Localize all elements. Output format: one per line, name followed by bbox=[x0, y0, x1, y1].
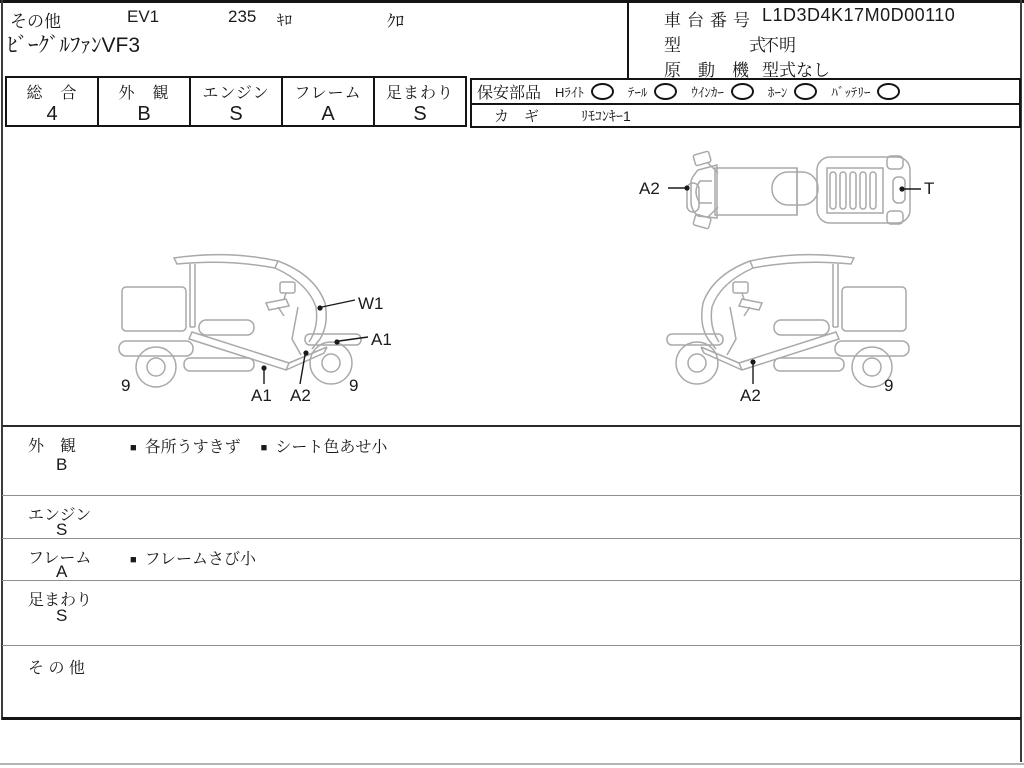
key-label: カ ギ bbox=[494, 108, 540, 125]
safety-item-tail: ﾃｰﾙ bbox=[627, 85, 648, 100]
front-fender-label: A1 bbox=[371, 330, 392, 349]
status-circle-battery bbox=[877, 83, 900, 100]
floor-dot bbox=[750, 359, 755, 364]
rating-cell-frame bbox=[281, 78, 373, 125]
rating-cell-exterior bbox=[97, 78, 189, 125]
color-value: ｸﾛ bbox=[387, 12, 404, 31]
condition-label: 外 観 bbox=[28, 438, 77, 455]
status-circle-horn bbox=[794, 83, 817, 100]
rating-table bbox=[5, 76, 467, 127]
safety-item-horn: ﾎｰﾝ bbox=[767, 85, 788, 100]
condition-label: フレーム bbox=[28, 550, 92, 567]
condition-label: 足まわり bbox=[28, 592, 93, 609]
square-bullet-icon: ■ bbox=[260, 442, 268, 454]
rear-label-dot bbox=[899, 186, 904, 191]
key-value: ﾘﾓｺﾝｷｰ1 bbox=[581, 107, 631, 124]
condition-grade: B bbox=[56, 455, 68, 474]
status-circle-winker bbox=[731, 83, 754, 100]
remark-text: フレームさび小 bbox=[144, 551, 257, 568]
safety-parts-title: 保安部品 bbox=[477, 85, 542, 102]
condition-label: エンジン bbox=[28, 507, 92, 524]
windshield-label: W1 bbox=[358, 294, 384, 313]
condition-row-exterior bbox=[2, 425, 1021, 495]
rating-grade: B bbox=[137, 103, 151, 125]
square-bullet-icon: ■ bbox=[130, 554, 137, 566]
rear-tire-grade: 9 bbox=[884, 376, 894, 395]
remark-item bbox=[130, 434, 241, 457]
left-side-view-diagram bbox=[640, 243, 920, 408]
rating-grade: S bbox=[229, 103, 243, 125]
condition-grade: S bbox=[56, 520, 68, 539]
rating-label: 総 合 bbox=[26, 85, 78, 102]
floor-label: A1 bbox=[251, 386, 272, 405]
top-view-rear-label: T bbox=[924, 179, 935, 198]
windshield-dot bbox=[317, 305, 322, 310]
condition-row-other bbox=[2, 645, 1021, 720]
rating-label: フレーム bbox=[294, 85, 362, 102]
top-border bbox=[0, 0, 1024, 3]
mileage-unit: ｷﾛ bbox=[277, 12, 293, 29]
top-view-vehicle-sketch bbox=[687, 151, 910, 229]
rating-label: 外 観 bbox=[118, 85, 170, 102]
front-label-dot bbox=[684, 185, 689, 190]
grade-code: EV1 bbox=[127, 7, 160, 26]
remark-text: 各所うすきず bbox=[144, 439, 241, 456]
chassis-label: 車台番号 bbox=[664, 11, 756, 30]
chassis-number: L1D3D4K17M0D00110 bbox=[762, 5, 956, 25]
rating-label: 足まわり bbox=[385, 85, 454, 102]
front-fender-dot bbox=[334, 339, 339, 344]
square-bullet-icon: ■ bbox=[130, 442, 137, 454]
rating-cell-overall bbox=[7, 78, 97, 125]
condition-label: そ の 他 bbox=[28, 660, 85, 677]
safety-item-battery: ﾊﾞｯﾃﾘｰ bbox=[831, 85, 871, 100]
safety-item-winker: ｳｲﾝｶｰ bbox=[691, 85, 724, 100]
remark-item bbox=[261, 434, 388, 457]
category-label: その他 bbox=[10, 12, 61, 31]
engine-type-label: 原 動 機 bbox=[664, 61, 749, 80]
key-row bbox=[472, 105, 1019, 126]
rating-label: エンジン bbox=[202, 85, 270, 102]
condition-section bbox=[2, 425, 1021, 720]
condition-remarks bbox=[130, 546, 256, 569]
front-cowl-label: A2 bbox=[290, 386, 311, 405]
safety-item-headlight: Hﾗｲﾄ bbox=[555, 85, 584, 100]
model-type-label: 型 式 bbox=[664, 36, 766, 55]
top-view-diagram bbox=[630, 148, 950, 233]
top-view-front-label: A2 bbox=[639, 179, 660, 198]
rear-tire-grade: 9 bbox=[121, 376, 131, 395]
status-circle-tail bbox=[654, 83, 677, 100]
condition-row-undercarriage bbox=[2, 580, 1021, 645]
condition-grade: S bbox=[56, 606, 68, 625]
condition-grade: A bbox=[56, 562, 68, 581]
right-side-view-diagram bbox=[108, 243, 388, 408]
floor-label: A2 bbox=[740, 386, 761, 405]
remark-text: シート色あせ小 bbox=[275, 439, 388, 456]
rating-cell-undercarriage bbox=[373, 78, 465, 125]
rating-grade: 4 bbox=[46, 103, 58, 125]
front-cowl-dot bbox=[303, 350, 308, 355]
engine-type-value: 型式なし bbox=[762, 61, 830, 80]
rating-grade: S bbox=[413, 103, 427, 125]
floor-dot bbox=[261, 365, 266, 370]
condition-row-engine bbox=[2, 495, 1021, 538]
header-divider bbox=[627, 0, 629, 78]
safety-parts-box bbox=[470, 78, 1021, 128]
bottom-edge-line bbox=[0, 763, 1024, 765]
mileage-value: 235 bbox=[228, 7, 257, 26]
front-tire-grade: 9 bbox=[349, 376, 359, 395]
condition-row-frame bbox=[2, 538, 1021, 580]
model-type-value: 不明 bbox=[762, 36, 796, 55]
rating-grade: A bbox=[321, 103, 335, 125]
front-cowl-connector bbox=[300, 355, 305, 384]
safety-parts-row bbox=[472, 80, 1019, 105]
model-name: ﾋﾞｰｸﾞﾙﾌｧﾝVF3 bbox=[7, 34, 141, 57]
rating-cell-engine bbox=[189, 78, 281, 125]
windshield-connector bbox=[322, 300, 355, 307]
status-circle-headlight bbox=[591, 83, 614, 100]
condition-remarks bbox=[130, 434, 387, 457]
front-fender-connector bbox=[339, 337, 368, 341]
remark-item bbox=[130, 546, 256, 569]
